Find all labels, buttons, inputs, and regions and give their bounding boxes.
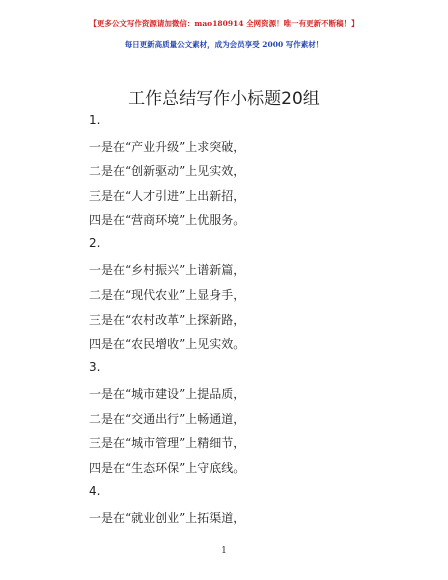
group-line: 二是在“交通出行”上畅通道，: [89, 412, 246, 426]
group-number: 1.: [89, 113, 101, 127]
group-line: 一是在“乡村振兴”上谱新篇，: [89, 263, 246, 277]
document-title: 工作总结写作小标题20组: [128, 89, 320, 109]
group-line: 三是在“农村改革”上探新路，: [89, 313, 246, 327]
group-line: 三是在“人才引进”上出新招，: [89, 189, 246, 203]
group-number: 2.: [89, 236, 101, 250]
group-line: 四是在“营商环境”上优服务。: [89, 213, 246, 227]
group-line: 一是在“产业升级”上求突破，: [89, 140, 246, 154]
page-number: 1: [221, 546, 227, 556]
group-line: 四是在“生态环保”上守底线。: [89, 461, 246, 475]
group-number: 4.: [89, 484, 101, 498]
promo-line-1: 【更多公文写作资源请加微信：mao180914 全网资源！唯一有更新不断稿！】: [89, 19, 359, 28]
promo-line-2: 每日更新高质量公文素材，成为会员享受 2000 写作素材！: [124, 40, 324, 49]
group-line: 四是在“农民增收”上见实效。: [89, 337, 246, 351]
group-line: 三是在“城市管理”上精细节，: [89, 436, 246, 450]
group-line: 一是在“就业创业”上拓渠道，: [89, 511, 246, 525]
group-number: 3.: [89, 360, 101, 374]
group-line: 一是在“城市建设”上提品质，: [89, 387, 246, 401]
group-line: 二是在“现代农业”上显身手，: [89, 288, 246, 302]
group-line: 二是在“创新驱动”上见实效，: [89, 164, 246, 178]
